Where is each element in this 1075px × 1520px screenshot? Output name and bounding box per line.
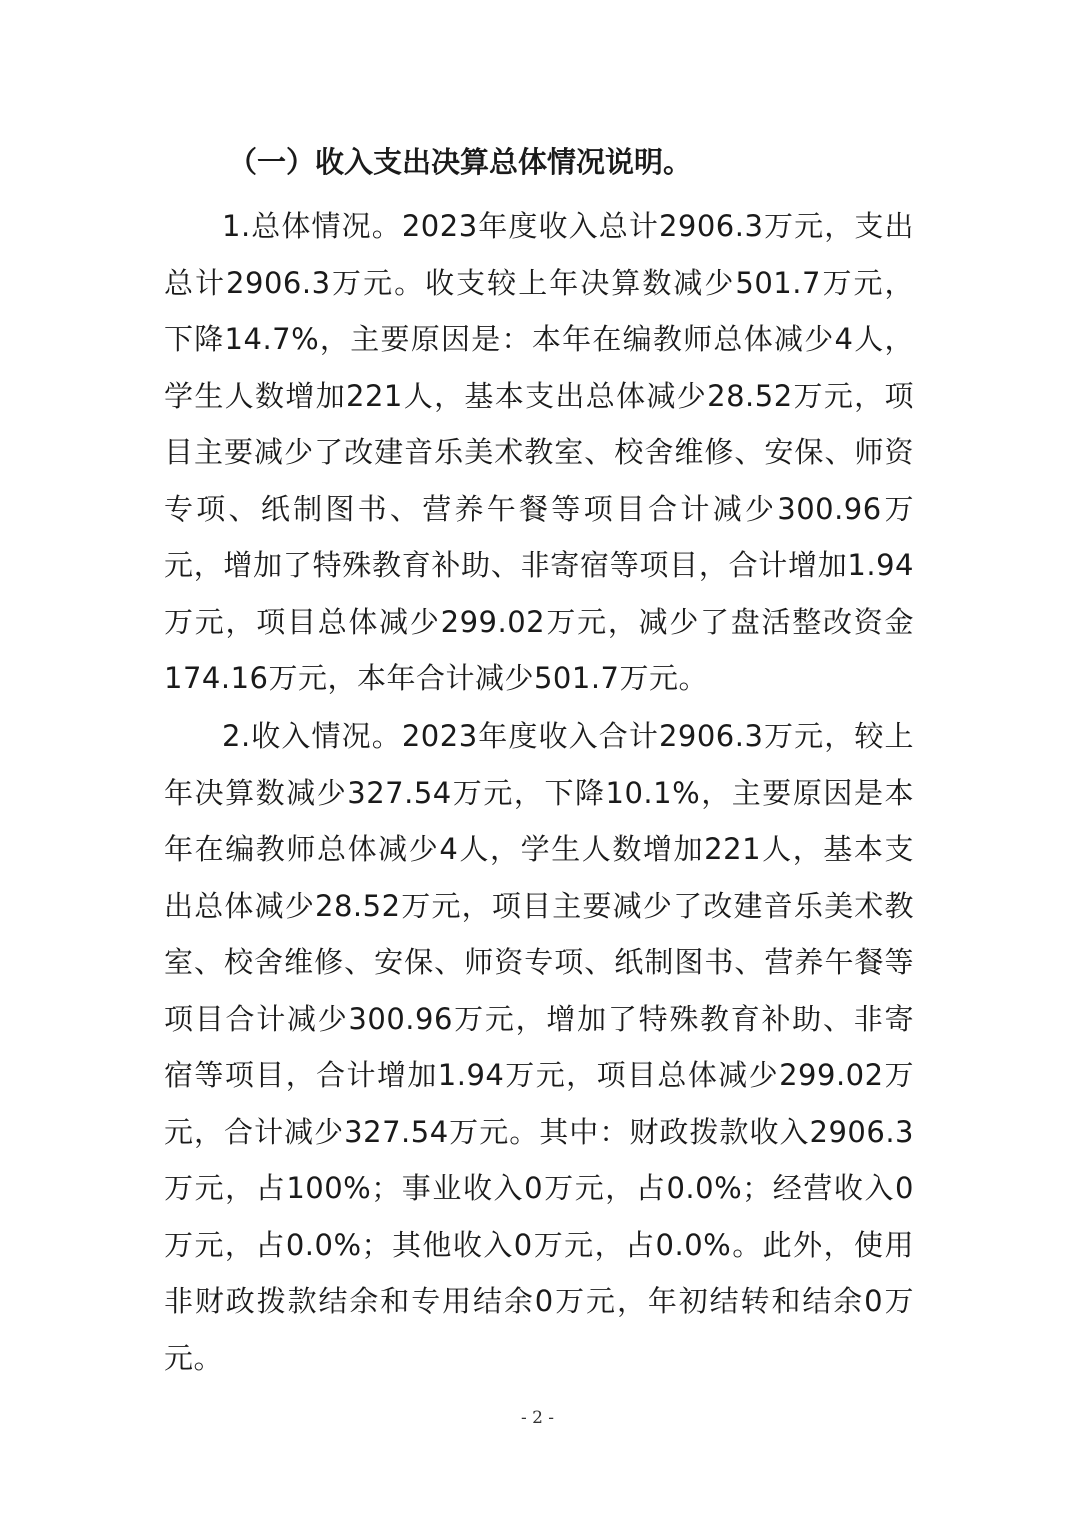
paragraph-income-situation: 2.收入情况。2023年度收入合计2906.3万元，较上年决算数减少327.54万元，下降10.1%，主要原因是本年在编教师总体减少4人，学生人数增加221人，基本支出总体减少28.52万元，项目主要减少了改建音乐美术教室、校舍维修、安保、师资专项、纸制图书、营养午餐等项目合计减少300.96万元，增加了特殊教育补助、非寄宿等项目，合计增加1.94万元，项目总体减少299.02万元，合计减少327.54万元。其中：财政拨款收入2906.3万元，占100%；事业收入0万元，占0.0%；经营收入0万元，占0.0%；其他收入0万元，占0.0%。此外，使用非财政拨款结余和专用结余0万元，年初结转和结余0万元。	[164, 719, 914, 1375]
page-number: - 2 -	[520, 1408, 555, 1428]
section-heading: （一）收入支出决算总体情况说明。	[228, 145, 693, 179]
paragraph-overall-situation: 1.总体情况。2023年度收入总计2906.3万元，支出总计2906.3万元。收支较上年决算数减少501.7万元，下降14.7%，主要原因是：本年在编教师总体减少4人，学生人数增加221人，基本支出总体减少28.52万元，项目主要减少了改建音乐美术教室、校舍维修、安保、师资专项、纸制图书、营养午餐等项目合计减少300.96万元，增加了特殊教育补助、非寄宿等项目，合计增加1.94万元，项目总体减少299.02万元，减少了盘活整改资金174.16万元，本年合计减少501.7万元。	[164, 209, 914, 695]
